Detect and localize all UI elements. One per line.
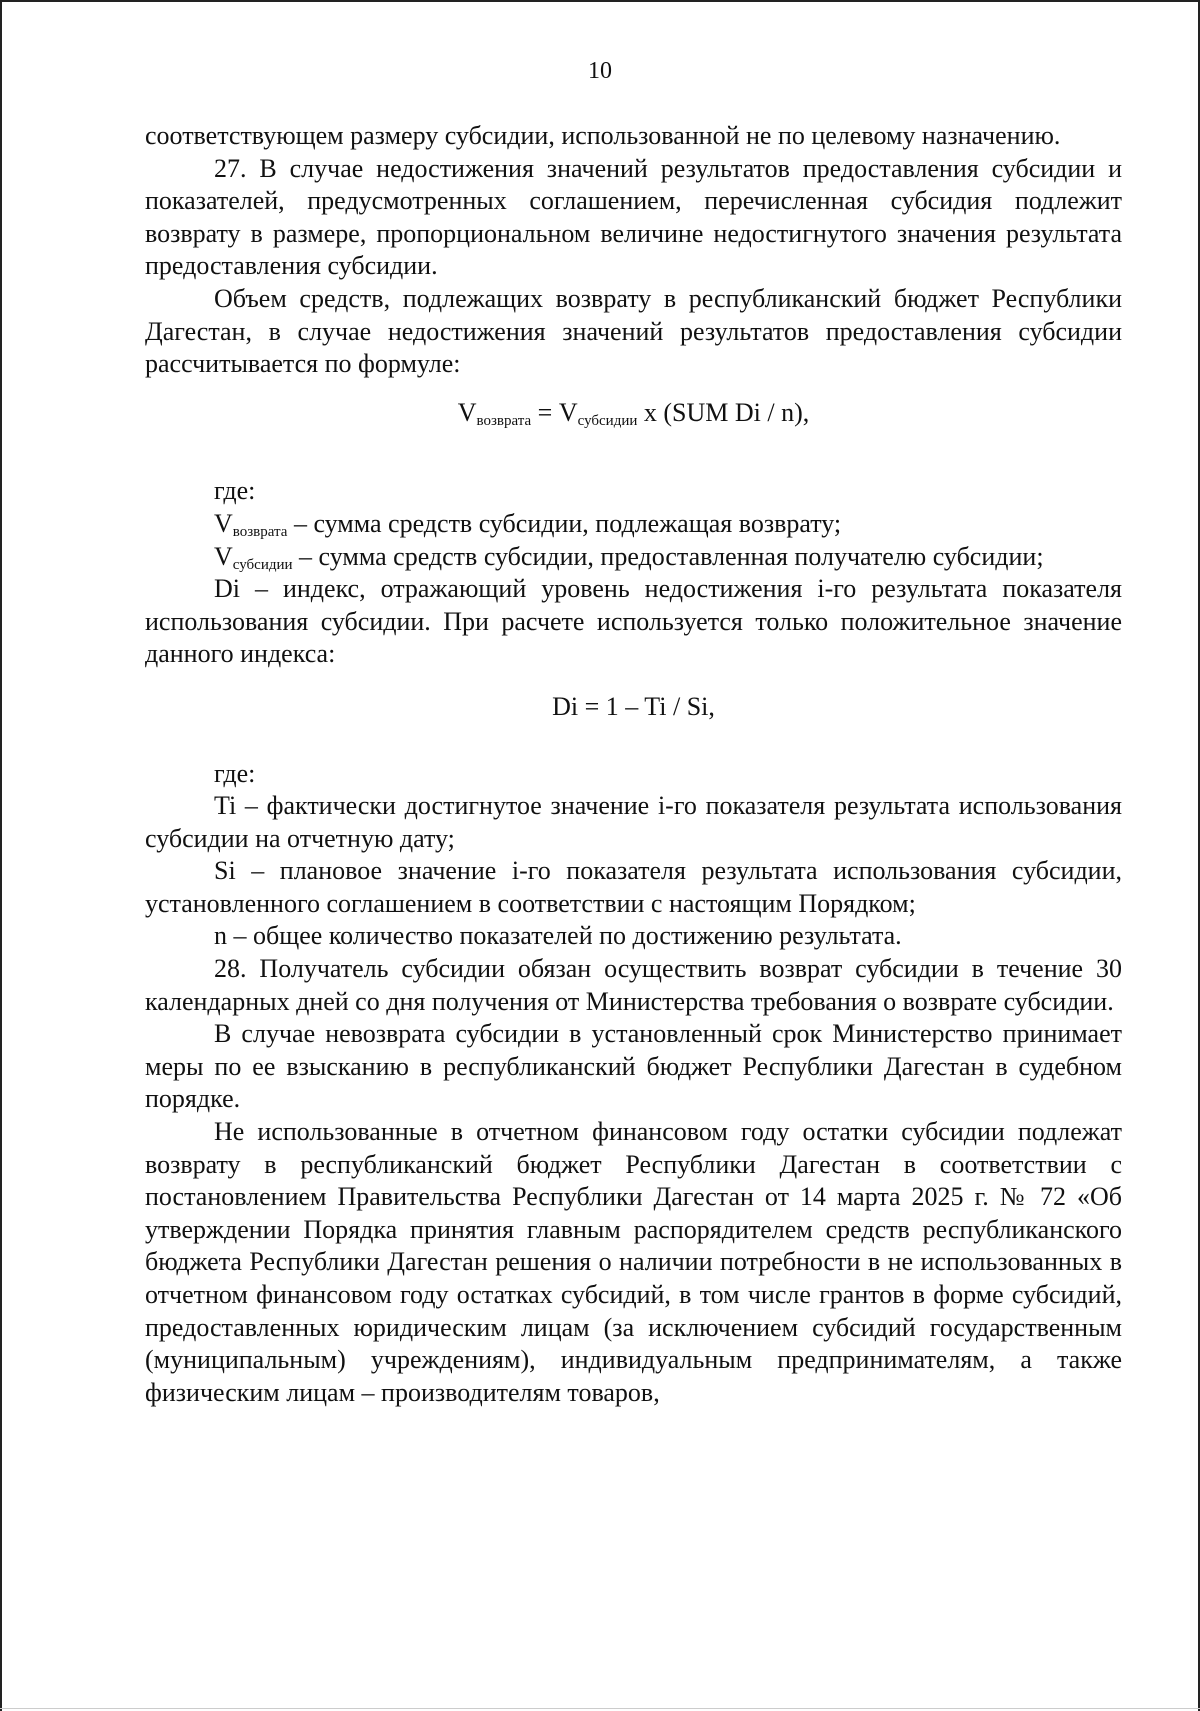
paragraph-unused-balances: Не использованные в отчетном финансовом году остатки субсидии подлежат возврату в республиканский бюджет Республики Дагестан в соответствии с постановлением Правительства Республики Дагестан от 14 марта 2025 г. № 72 «Об утверждении Порядка принятия главным распорядителем средств республиканского бюджета Республики Дагестан решения о наличии потребности в не использованных в отчетном финансовом году остатках субсидий, в том числе грантов в форме субсидий, предоставленных юридическим лицам (за исключением субсидий государственным (муниципальным) учреждениям), индивидуальным предпринимателям, а также физическим лицам – производителям товаров, [145, 1117, 1122, 1407]
paragraph-nonreturn: В случае невозврата субсидии в установленный срок Министерство принимает меры по ее взысканию в республиканский бюджет Республики Дагестан в судебном порядке. [145, 1019, 1122, 1114]
where-label: где: [214, 476, 256, 506]
definition-v-return: $V_{возврата}$ – сумма средств субсидии, подлежащая возврату; [214, 508, 842, 540]
definition-di: Di – индекс, отражающий уровень недостижения i-го результата показателя использования субсидии. При расчете используется только положительное значение данного индекса: [145, 574, 1122, 669]
paragraph-27: 27. В случае недостижения значений результатов предоставления субсидии и показателей, предусмотренных соглашением, перечисленная субсидия подлежит возврату в размере, пропорциональном величине недостигнутого значения результата предоставления субсидии. [145, 153, 1122, 281]
definition-ti: Ti – фактически достигнутое значение i-го показателя результата использования субсидии на отчетную дату; [145, 791, 1122, 853]
definition-v-subsidy: $V_{субсидии}$ – сумма средств субсидии, предоставленная получателю субсидии; [214, 541, 1044, 573]
paragraph-continuation: соответствующем размеру субсидии, использованной не по целевому назначению. [145, 121, 1061, 150]
page-border-top [0, 0, 1200, 2]
paragraph-28: 28. Получатель субсидии обязан осуществить возврат субсидии в течение 30 календарных дней со дня получения от Министерства требования о возврате субсидии. [145, 954, 1122, 1016]
page-number: 10 [588, 58, 612, 84]
page-border-left [0, 0, 2, 1711]
formula-di: Di = 1 – Ti / Si, [552, 691, 715, 721]
document-body [145, 120, 1122, 1409]
formula-return-volume: $V_{возврата} = V_{субсидии}$ x (SUM Di / n), [457, 397, 810, 429]
definition-n: n – общее количество показателей по достижению результата. [214, 921, 902, 951]
paragraph-return-volume: Объем средств, подлежащих возврату в республиканский бюджет Республики Дагестан, в случае недостижения значений результатов предоставления субсидии рассчитывается по формуле: [145, 283, 1122, 379]
where-label-2: где: [214, 758, 256, 788]
definition-si: Si – плановое значение i-го показателя результата использования субсидии, установленного соглашением в соответствии с настоящим Порядком; [145, 856, 1122, 918]
page-bottom-edge [0, 1708, 1200, 1709]
